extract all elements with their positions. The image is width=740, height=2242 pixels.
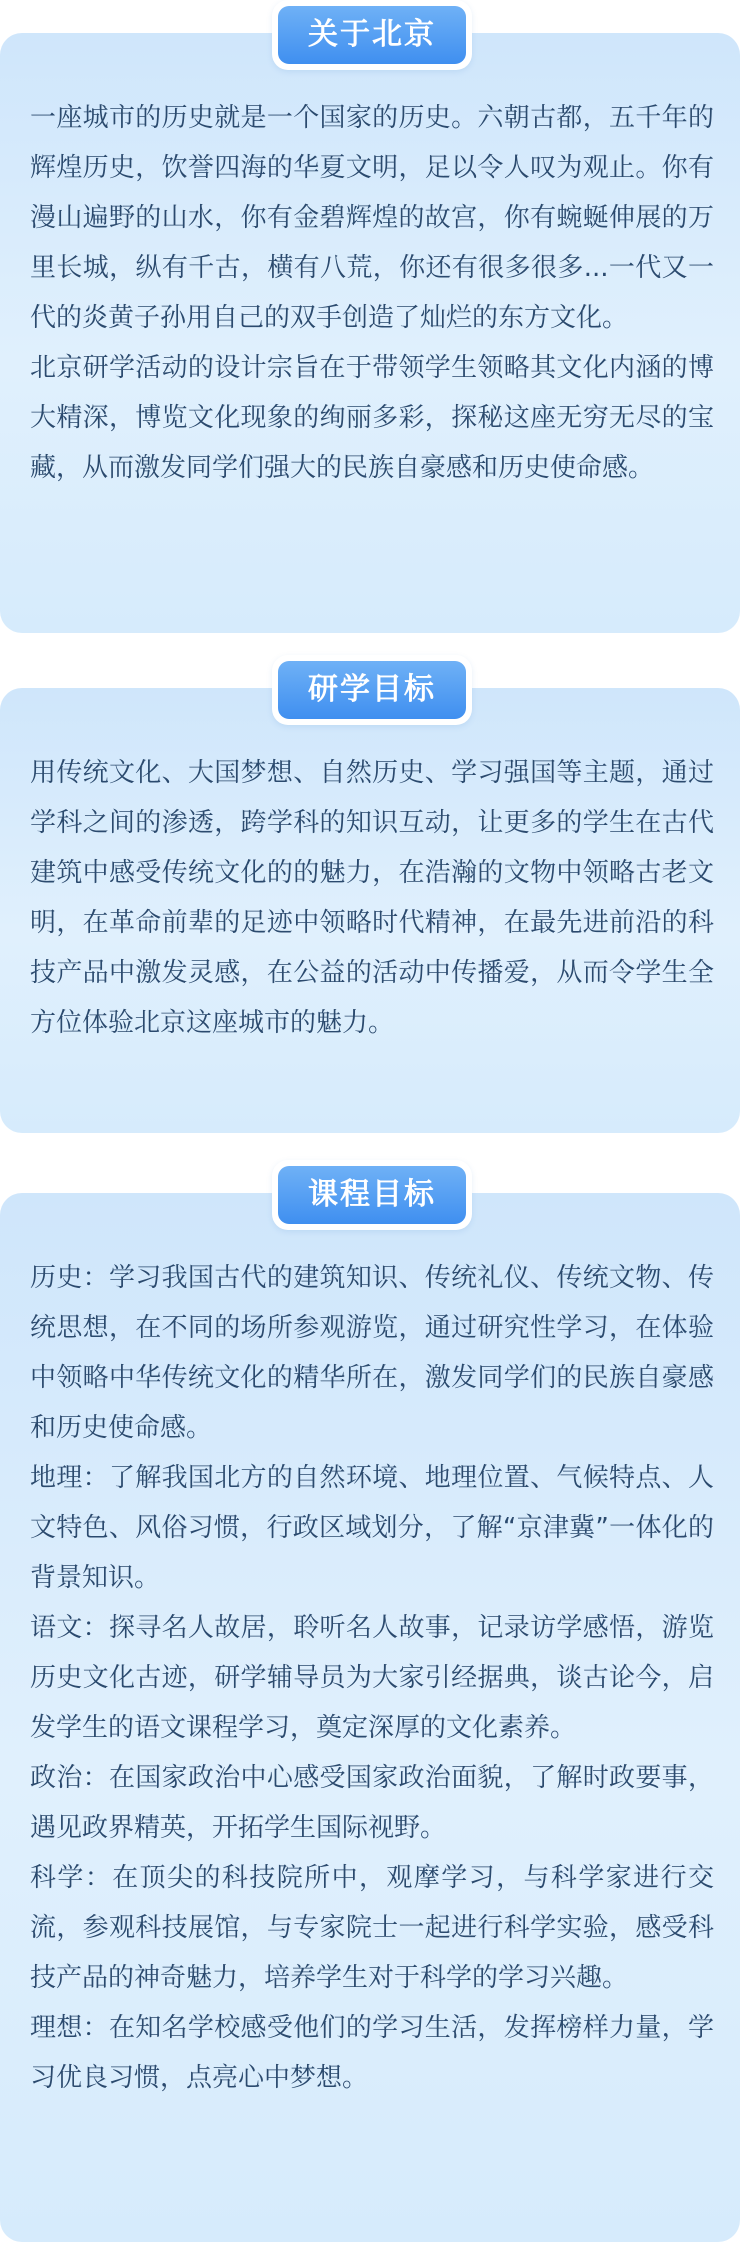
section-title-tab <box>272 0 472 70</box>
section-title-tab <box>272 1160 472 1230</box>
paragraph-geography: 地理：了解我国北方的自然环境、地理位置、气候特点、人文特色、风俗习惯，行政区域划分，了解“京津冀”一体化的背景知识。 <box>30 1463 714 1593</box>
section-body <box>30 1253 714 2103</box>
section-about-beijing <box>0 0 740 640</box>
paragraph: 北京研学活动的设计宗旨在于带领学生领略其文化内涵的博大精深，博览文化现象的绚丽多彩，探秘这座无穷无尽的宝藏，从而激发同学们强大的民族自豪感和历史使命感。 <box>30 353 714 483</box>
section-title-tab <box>272 655 472 725</box>
section-title: 课程目标 <box>278 1166 466 1224</box>
section-body <box>30 93 714 493</box>
section-study-goals <box>0 655 740 1135</box>
paragraph-science: 科学：在顶尖的科技院所中，观摩学习，与科学家进行交流，参观科技展馆，与专家院士一起进行科学实验，感受科技产品的神奇魅力，培养学生对于科学的学习兴趣。 <box>30 1863 714 1993</box>
section-body <box>30 748 714 1048</box>
section-title: 关于北京 <box>278 6 466 64</box>
paragraph-history: 历史：学习我国古代的建筑知识、传统礼仪、传统文物、传统思想，在不同的场所参观游览，通过研究性学习，在体验中领略中华传统文化的精华所在，激发同学们的民族自豪感和历史使命感。 <box>30 1263 714 1443</box>
paragraph: 一座城市的历史就是一个国家的历史。六朝古都，五千年的辉煌历史，饮誉四海的华夏文明，足以令人叹为观止。你有漫山遍野的山水，你有金碧辉煌的故宫，你有蜿蜒伸展的万里长城，纵有千古，横有八荒，你还有很多很多...一代又一代的炎黄子孙用自己的双手创造了灿烂的东方文化。 <box>30 103 714 333</box>
paragraph: 用传统文化、大国梦想、自然历史、学习强国等主题，通过学科之间的渗透，跨学科的知识互动，让更多的学生在古代建筑中感受传统文化的的魅力，在浩瀚的文物中领略古老文明，在革命前辈的足迹中领略时代精神，在最先进前沿的科技产品中激发灵感，在公益的活动中传播爱，从而令学生全方位体验北京这座城市的魅力。 <box>30 758 714 1038</box>
paragraph-politics: 政治：在国家政治中心感受国家政治面貌，了解时政要事，遇见政界精英，开拓学生国际视野。 <box>30 1763 714 1843</box>
section-title: 研学目标 <box>278 661 466 719</box>
section-course-goals <box>0 1160 740 2242</box>
paragraph-ideals: 理想：在知名学校感受他们的学习生活，发挥榜样力量，学习优良习惯，点亮心中梦想。 <box>30 2013 714 2093</box>
paragraph-chinese: 语文：探寻名人故居，聆听名人故事，记录访学感悟，游览历史文化古迹，研学辅导员为大家引经据典，谈古论今，启发学生的语文课程学习，奠定深厚的文化素养。 <box>30 1613 714 1743</box>
